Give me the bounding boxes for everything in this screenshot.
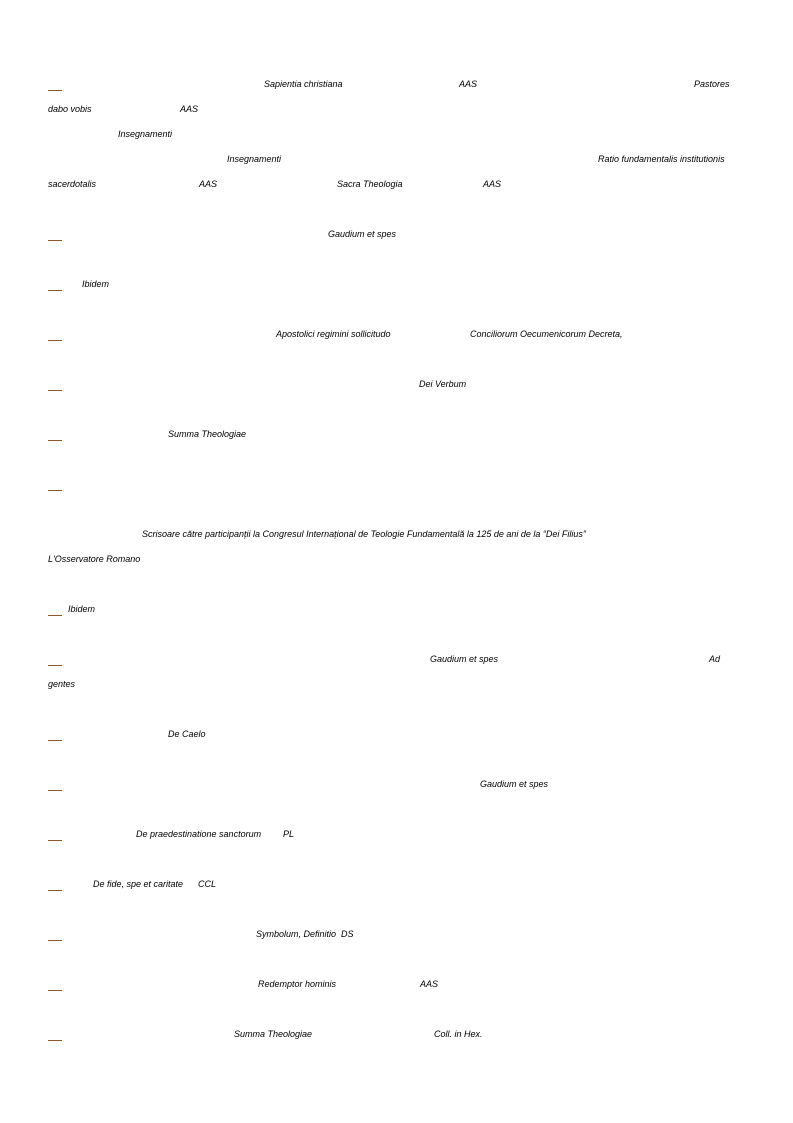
footnote-1-text: AAS — [180, 104, 199, 114]
footnote-13-text: De fide, spe et caritate — [93, 879, 184, 889]
footnote-9-text: gentes — [48, 679, 76, 689]
footnote-mark-10 — [48, 740, 62, 741]
footnote-mark-13 — [48, 890, 62, 891]
footnote-1-text: Insegnamenti — [227, 154, 282, 164]
footnote-mark-16 — [48, 1040, 62, 1041]
footnote-2-text: Gaudium et spes — [328, 229, 397, 239]
footnote-1-text: Sapientia christiana — [264, 79, 343, 89]
footnote-mark-15 — [48, 990, 62, 991]
footnote-16-text: Summa Theologiae — [234, 1029, 313, 1039]
footnote-mark-8 — [48, 615, 62, 616]
footnote-mark-1 — [48, 90, 62, 91]
footnote-1-text: dabo vobis — [48, 104, 92, 114]
footnote-11-text: Gaudium et spes — [480, 779, 549, 789]
footnote-5-text: Dei Verbum — [419, 379, 467, 389]
footnote-4-text: Conciliorum Oecumenicorum Decreta, — [470, 329, 623, 339]
footnote-1-text: sacerdotalis — [48, 179, 97, 189]
footnote-1-text: Ratio fundamentalis institutionis — [598, 154, 725, 164]
footnote-mark-3 — [48, 290, 62, 291]
footnote-3-text: Ibidem — [82, 279, 110, 289]
footnote-mark-2 — [48, 240, 62, 241]
footnote-4-text: Apostolici regimini sollicitudo — [276, 329, 391, 339]
footnote-mark-11 — [48, 790, 62, 791]
footnote-12-text: PL — [283, 829, 295, 839]
footnote-mark-9 — [48, 665, 62, 666]
footnote-7-text: Scrisoare către participanții la Congresul Internațional de Teologie Fundamentală la 125 de ani de la “Dei Filius” — [142, 529, 586, 539]
footnote-14-text: Symbolum, Definitio DS — [256, 929, 354, 939]
footnote-1-text: AAS — [199, 179, 218, 189]
footnote-1-text: AAS — [483, 179, 502, 189]
footnote-mark-7 — [48, 490, 62, 491]
footnote-mark-4 — [48, 340, 62, 341]
footnote-13-text: CCL — [198, 879, 217, 889]
footnote-10-text: De Caelo — [168, 729, 206, 739]
footnote-15-text: AAS — [420, 979, 439, 989]
footnote-9-text: Gaudium et spes — [430, 654, 499, 664]
footnote-mark-5 — [48, 390, 62, 391]
footnote-1-text: Sacra Theologia — [337, 179, 403, 189]
footnote-mark-6 — [48, 440, 62, 441]
footnote-6-text: Summa Theologiae — [168, 429, 247, 439]
footnote-7-text: L'Osservatore Romano — [48, 554, 141, 564]
footnote-8-text: Ibidem — [68, 604, 96, 614]
footnote-15-text: Redemptor hominis — [258, 979, 337, 989]
footnote-1-text: Insegnamenti — [118, 129, 173, 139]
footnote-9-text: Ad — [709, 654, 721, 664]
footnote-1-text: AAS — [459, 79, 478, 89]
footnote-1-text: Pastores — [694, 79, 730, 89]
footnote-mark-14 — [48, 940, 62, 941]
footnote-16-text: Coll. in Hex. — [434, 1029, 483, 1039]
footnote-12-text: De praedestinatione sanctorum — [136, 829, 262, 839]
footnote-mark-12 — [48, 840, 62, 841]
